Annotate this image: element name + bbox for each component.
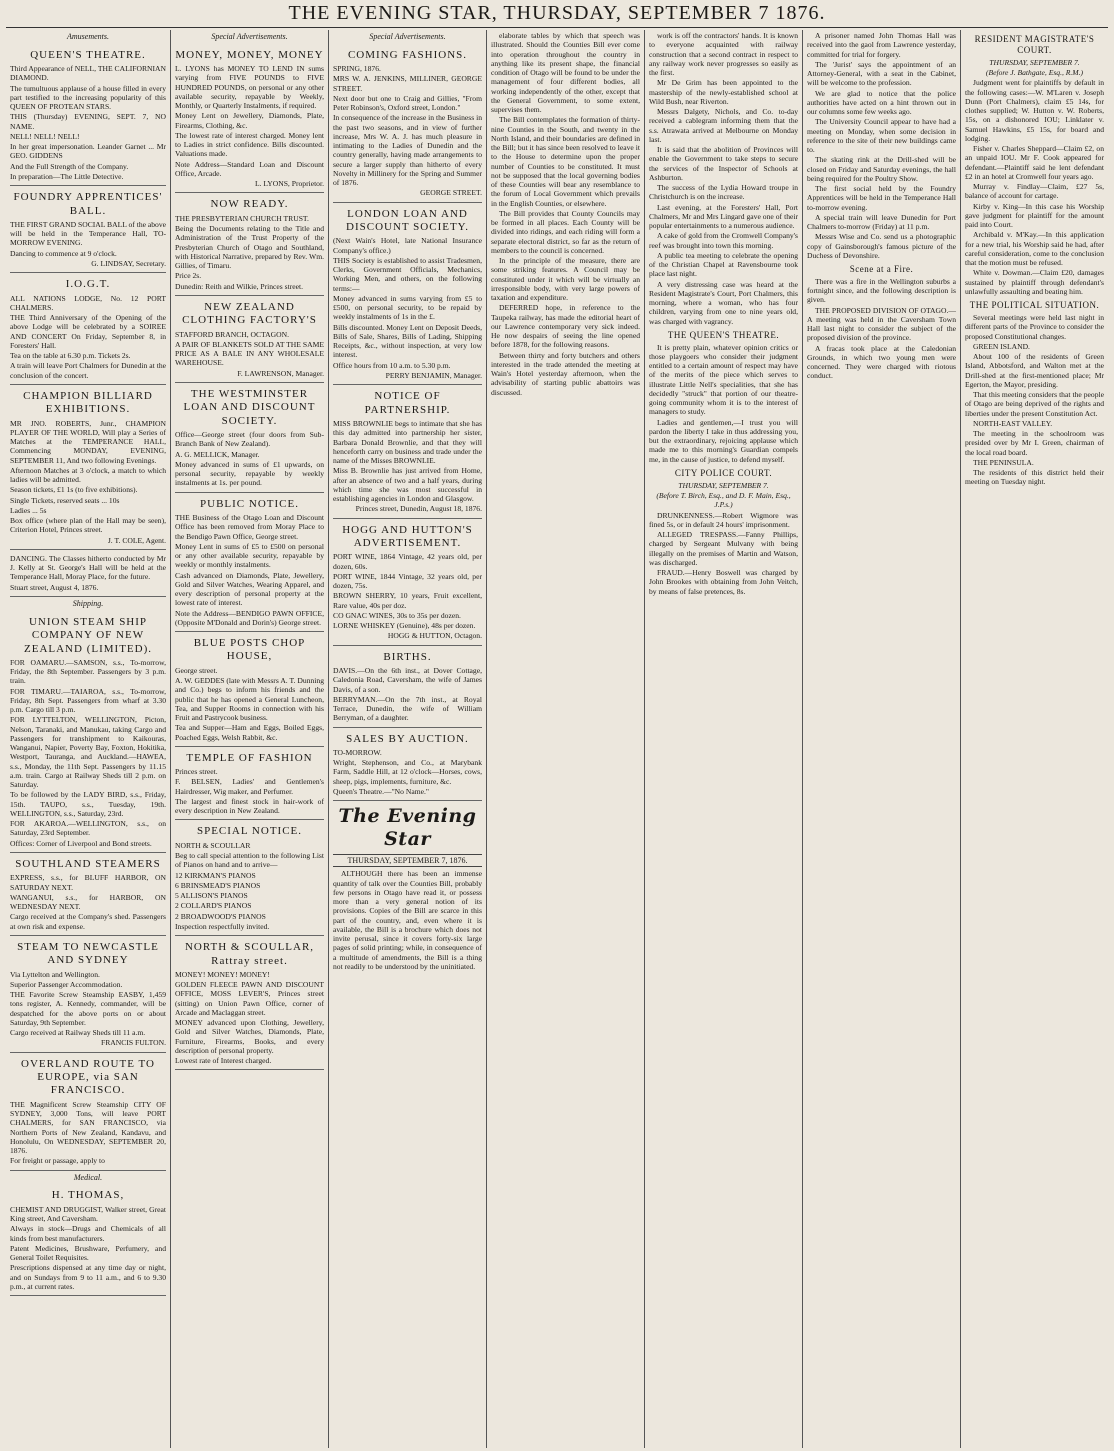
paragraph: Between thirty and forty butchers and others interested in the trade attended the meeting at Wain's Hotel yesterday afternoon, when the advisability of starting public abattoirs was discussed.	[491, 350, 640, 397]
article-body	[807, 31, 956, 260]
ad-line: Superior Passenger Accommodation.	[10, 979, 123, 989]
ad-line: Prescriptions dispensed at any time day or night, and on Sundays from 9 to 11 a.m., and 6 to 9.30 p.m., at current rates.	[10, 1263, 166, 1291]
newspaper-title: The Evening Star	[338, 805, 477, 851]
ad-line: BERRYMAN.—On the 7th inst., at Royal Terrace, Dunedin, the wife of William Berryman, of a daughter.	[333, 694, 482, 723]
ad-heading: SOUTHLAND STEAMERS	[15, 857, 161, 870]
paragraph: In the principle of the measure, there are some striking features. A Council may be constituted under it which will be virtually an irresponsible body, with very large powers of taxation and expenditure.	[491, 256, 640, 302]
ad-heading: THE WESTMINSTER LOAN AND DISCOUNT SOCIETY.	[183, 387, 316, 427]
column-7	[960, 30, 1108, 1448]
ad-line: And the Full Strength of the Company.	[10, 161, 129, 171]
ad-line: Office hours from 10 a.m. to 5.30 p.m.	[333, 360, 451, 370]
paragraph: It is pretty plain, whatever opinion critics or those playgoers who consider their judgment entitled to a certain amount of respect may have of the merits of the piece which serves to illustrate Little Nell's specialities, that she has decidedly "struck" that portion of our theatre-going community whom it is to the interest of managers to study.	[649, 342, 798, 417]
paragraph: THE PROPOSED DIVISION OF OTAGO.—A meeting was held in the Caversham Town Hall last night to consider the subject of the proposed division of the province.	[807, 305, 956, 343]
advertisement	[175, 747, 324, 821]
ad-line: Ladies ... 5s	[10, 505, 47, 515]
paragraph: The success of the Lydia Howard troupe in Christchurch is on the increase.	[649, 183, 798, 202]
column-2	[170, 30, 328, 1448]
ad-line: FOR OAMARU.—SAMSON, s.s., To-morrow, Friday, the 8th September. Passengers by 3 p.m. train.	[10, 657, 166, 686]
ad-line: Next door but one to Craig and Gillies, "From Peter Robinson's, Oxford street, London."	[333, 93, 482, 113]
advertisement	[175, 193, 324, 295]
ad-line: Note Address—Standard Loan and Discount Office, Arcade.	[175, 159, 324, 178]
advertisement	[175, 936, 324, 1070]
article-body	[649, 343, 798, 464]
column-4	[486, 30, 644, 1448]
ad-signature: L. LYONS, Proprietor.	[254, 179, 324, 189]
ad-heading: LONDON LOAN AND DISCOUNT SOCIETY.	[346, 207, 469, 234]
ad-line: The largest and finest stock in hair-work of every description in New Zealand.	[175, 796, 324, 816]
ad-line: Money Lent in sums of £5 to £500 on personal or any other available security, repayable by weekly or monthly instalments.	[175, 541, 324, 570]
article-body	[965, 313, 1104, 487]
ad-line: 5 ALLISON'S PIANOS	[175, 891, 248, 901]
ad-line: THE Magnificent Screw Steamship CITY OF SYDNEY, 3,000 Tons, will leave PORT CHALMERS, for SAN FRANCISCO, via Northern Ports of New Zealand, Kandavu, and Honolulu, On WEDNESDAY, SEPTEMBER 20, 1876.	[10, 1099, 166, 1156]
advertisement	[10, 936, 166, 1053]
ad-line: Money advanced in sums varying from £5 to £500, on personal security, to be repaid by weekly instalments of 1s in the £.	[333, 293, 482, 322]
article-heading: THE POLITICAL SITUATION.	[969, 300, 1100, 311]
ad-line: In consequence of the increase in the Business in the past two seasons, and in view of further increase, Mrs W. A. J. has much pleasure in intimating to the Ladies of Dunedin and the country generally, having made arrangements to secure a larger supply than hitherto of every Novelty in Millinery for the Spring and Summer of 1876.	[333, 113, 482, 188]
ad-heading: COMING FASHIONS.	[347, 48, 468, 61]
ad-line: NELL! NELL! NELL!	[10, 131, 80, 141]
ad-line: THIS (Thursday) EVENING, SEPT. 7, NO NAME.	[10, 112, 166, 131]
ad-line: ALL NATIONS LODGE, No. 12 PORT CHALMERS.	[10, 293, 166, 312]
ad-heading: UNION STEAM SHIP COMPANY OF NEW ZEALAND (LIMITED).	[24, 615, 152, 655]
article-body	[807, 277, 956, 381]
article-body	[965, 78, 1104, 296]
ad-heading: STEAM TO NEWCASTLE AND SYDNEY	[17, 940, 159, 967]
ad-line: Office—George street (four doors from Sub-Branch Bank of New Zealand).	[175, 430, 324, 449]
column-1	[6, 30, 170, 1448]
ad-heading: SPECIAL NOTICE.	[196, 825, 303, 838]
ad-heading: NEW ZEALAND CLOTHING FACTORY'S	[182, 300, 317, 327]
paragraph: DRUNKENNESS.—Robert Wigmore was fined 5s, or in default 24 hours' imprisonment.	[649, 510, 798, 529]
ad-line: SPRING, 1876.	[333, 64, 381, 74]
ad-line: THE FIRST GRAND SOCIAL BALL of the above will be held in the Temperance Hall, TO-MORROW EVENING.	[10, 219, 167, 248]
ad-line: THE Third Anniversary of the Opening of the above Lodge will be celebrated by a SOIREE AND CONCERT On Friday, September 8, in Foresters' Hall.	[10, 313, 166, 350]
ad-line: GOLDEN FLEECE PAWN AND DISCOUNT OFFICE, MOSS LEVER'S, Princes street (sitting) on Union Pawn Office, corner of Arcade and Maclaggan street.	[175, 980, 324, 1017]
section-heading-shipping: Shipping.	[72, 598, 104, 608]
masthead: THE EVENING STAR, THURSDAY, SEPTEMBER 7 1876.	[288, 2, 826, 24]
ad-line: Season tickets, £1 1s (to five exhibitions).	[10, 485, 138, 495]
ad-line: TO-MORROW.	[333, 747, 382, 757]
ad-line: To be followed by the LADY BIRD, s.s., Friday, 15th. TAUPO, s.s., Tuesday, 19th. WELLINGTON, s.s., Saturday, 23rd.	[10, 790, 166, 818]
article-magistrate-court	[965, 34, 1104, 77]
ad-heading: TEMPLE OF FASHION	[186, 751, 313, 764]
paragraph: ALTHOUGH there has been an immense quantity of talk over the Counties Bill, probably few persons in Otago have read it, or possess more than a very general notion of its provisions. Copies of the Bill are scarce in this part of the country, and, even where it is available, the Bill is a brochure which does not invite perusal, since it covers forty-six large pages of solid printing; while, in consequence of a multitude of amendments, the Bill is a thing not readily to be understood by the uninitiated.	[333, 869, 482, 971]
ad-line: Princes street.	[175, 767, 218, 777]
paragraph: Several meetings were held last night in different parts of the Province to consider the proposed Constitutional changes.	[965, 313, 1104, 341]
ad-line: 6 BRINSMEAD'S PIANOS	[175, 880, 261, 890]
ad-line: Bills discounted. Money Lent on Deposit Deeds, Bills of Sale, Shares, Bills of Lading, Shipping Receipts, &c., without inspection, at very low interest.	[333, 322, 482, 360]
paragraph: The Bill contemplates the formation of thirty-nine Counties in the South, and twenty in the North Island, and their boundaries are defined in the Bill; but it has since been resolved to leave it to the House to determine upon the proper number of Counties to be constituted. It must not be supposed that the local governing bodies of these Counties will bear any resemblance to the forum of Local Government which prevails in the English Counties, or elsewhere.	[491, 115, 640, 208]
paragraph: Kirby v. King—In this case his Worship gave judgment for plaintiff for the amount paid into Court.	[965, 201, 1104, 230]
ad-line: Cash advanced on Diamonds, Plate, Jewellery, Gold and Silver Watches, Wearing Apparel, and every description of personal property at the lowest rate of interest.	[175, 570, 324, 608]
ad-line: LORNE WHISKEY (Genuine), 48s per dozen.	[333, 621, 476, 631]
ad-line: THE Business of the Otago Loan and Discount Office has been removed from Moray Place to the Bendigo Pawn Office, George street.	[175, 513, 324, 541]
ad-line: Box office (where plan of the Hall may be seen), Criterion Hotel, Princes street.	[10, 516, 166, 535]
paragraph: A very distressing case was heard at the Resident Magistrate's Court, Port Chalmers, this morning, where a woman, who has four children, varying from one to nine years old, was charged with vagrancy.	[649, 279, 798, 326]
section-heading-amusements: Amusements.	[67, 32, 109, 41]
paragraph: About 100 of the residents of Green Island, Abbotsford, and Walton met at the Drill-shed at the first-mentioned place; Mr Egerton, the Mayor, presiding.	[965, 352, 1104, 389]
ad-line: 12 KIRKMAN'S PIANOS	[175, 870, 256, 880]
paragraph: Mr De Grim has been appointed to the mastership of the newly-established school at Wild Bush, near Riverton.	[649, 78, 798, 106]
paragraph: A prisoner named John Thomas Hall was received into the gaol from Lawrence yesterday, committed for trial for forgery.	[807, 31, 956, 59]
ad-line: A train will leave Port Chalmers for Dunedin at the conclusion of the concert.	[10, 361, 166, 380]
ad-line: Beg to call special attention to the following List of Pianos on hand and to arrive—	[175, 851, 324, 870]
ad-line: DANCING. The Classes hitherto conducted by Mr J. Kelly at St. George's Hall will be held at the Temperance Hall, Moray Place, for the future.	[10, 553, 166, 582]
ad-line: Lowest rate of Interest charged.	[175, 1056, 272, 1066]
ad-heading: QUEEN'S THEATRE.	[30, 48, 146, 61]
section-heading-special: Special Advertisements.	[211, 32, 288, 41]
article-heading: THE QUEEN'S THEATRE.	[667, 329, 780, 340]
paragraph: Archibald v. M'Kay.—In this application for a new trial, his Worship said he had, after careful consideration, come to the conclusion that the motion must be refused.	[965, 230, 1104, 268]
advertisement	[175, 44, 324, 194]
paragraph: The meeting in the schoolroom was presided over by Mr I. Green, chairman of the local road board.	[965, 429, 1104, 457]
article-fire	[807, 264, 956, 275]
ad-line: WANGANUI, s.s., for HARBOR, ON WEDNESDAY NEXT.	[10, 892, 166, 912]
advertisement	[333, 385, 482, 518]
paragraph: That this meeting considers that the people of Otago are being deprived of the rights and liberties under the present Constitution Act.	[965, 390, 1104, 418]
advertisement	[10, 611, 166, 853]
paragraph: Messrs Wise and Co. send us a photographic copy of Gainsborough's famous picture of the Duchess of Devonshire.	[807, 232, 956, 260]
paragraph: A fracas took place at the Caledonian Grounds, in which two young men were concerned. They were charged with riotous conduct.	[807, 343, 956, 381]
paragraph: GREEN ISLAND.	[973, 341, 1030, 351]
ad-signature: GEORGE STREET.	[420, 188, 482, 198]
article-police-court	[649, 468, 798, 510]
ad-line: 2 BROADWOOD'S PIANOS	[175, 911, 266, 921]
article-body	[649, 31, 798, 326]
ad-line: For freight or passage, apply to	[10, 1156, 105, 1166]
ad-line: Patent Medicines, Brushware, Perfumery, and General Toilet Requisites.	[10, 1243, 166, 1262]
ad-line: Single Tickets, reserved seats ... 10s	[10, 495, 120, 505]
paragraph: The Bill provides that County Councils may be formed in all places. Each County will be divided into ridings, and each riding will form a separate electoral district, so far as the return of members to the council is concerned.	[491, 208, 640, 255]
paragraph: Ladies and gentlemen,—I trust you will pardon the liberty I take in thus addressing you, but the extraordinary, rejoicing applause which made me to this morning's Guardian compels me, in the cause of justice, to defend myself.	[649, 417, 798, 464]
paragraph: The first social held by the Foundry Apprentices will be held in the Temperance Hall to-morrow evening.	[807, 184, 956, 212]
ad-signature: HOGG & HUTTON, Octagon.	[387, 631, 482, 641]
ad-line: A PAIR OF BLANKETS SOLD AT THE SAME PRICE AS A BALE IN ANY WHOLESALE WAREHOUSE.	[175, 339, 324, 368]
ad-heading: MONEY, MONEY, MONEY	[175, 48, 324, 61]
ad-line: George street.	[175, 665, 218, 675]
ad-line: L. LYONS has MONEY TO LEND IN sums varying from FIVE POUNDS to FIVE HUNDRED POUNDS, on personal or any other available security, repayable by Weekly, Monthly, or Quarterly Instalments, if required.	[175, 64, 324, 111]
issue-date: THURSDAY, SEPTEMBER 7, 1876.	[333, 854, 482, 868]
paragraph: The University Council appear to have had a meeting on Monday, when some decision in reference to the site of their new buildings came to.	[807, 117, 956, 154]
advertisement	[175, 632, 324, 747]
ad-line: MONEY advanced upon Clothing, Jewellery, Gold and Silver Watches, Diamonds, Plate, Furniture, Firearms, Books, and every description of personal property.	[175, 1018, 324, 1055]
paragraph: Last evening, at the Foresters' Hall, Port Chalmers, Mr and Mrs Lingard gave one of their popular entertainments to a numerous audience.	[649, 202, 798, 230]
ad-line: THIS Society is established to assist Tradesmen, Clerks, Government Officials, Mechanics, Working Men, and others, on the following terms:—	[333, 255, 482, 293]
ad-line: Dunedin: Reith and Wilkie, Princes street.	[175, 281, 303, 291]
article-body	[491, 31, 640, 397]
ad-line: CHEMIST AND DRUGGIST, Walker street, Great King street, And Caversham.	[10, 1204, 166, 1223]
ad-heading: SALES BY AUCTION.	[346, 732, 469, 745]
advertisement	[175, 493, 324, 632]
ad-signature: G. LINDSAY, Secretary.	[91, 258, 166, 268]
ad-line: PORT WINE, 1844 Vintage, 32 years old, per dozen, 75s.	[333, 571, 482, 591]
article-heading: Scene at a Fire.	[849, 264, 914, 274]
ad-line: 2 COLLARD'S PIANOS	[175, 901, 252, 911]
ad-line: Via Lyttelton and Wellington.	[10, 969, 100, 979]
advertisement	[175, 383, 324, 493]
paragraph: The skating rink at the Drill-shed will be closed on Friday and Saturday evenings, the hall being required for the Poultry Show.	[807, 155, 956, 183]
ad-line: Cargo received at Railway Sheds till 11 a.m.	[10, 1028, 146, 1038]
ad-line: EXPRESS, s.s., for BLUFF HARBOR, ON SATURDAY NEXT.	[10, 873, 166, 892]
ad-line: Stuart street, August 4, 1876.	[10, 582, 99, 592]
ad-heading: CHAMPION BILLIARD EXHIBITIONS.	[23, 389, 153, 416]
ad-heading: H. THOMAS,	[51, 1189, 125, 1202]
advertisement	[333, 203, 482, 386]
ad-signature: Princes street, Dunedin, August 18, 1876.	[355, 504, 482, 514]
ad-line: In her great impersonation. Leander Garnet ... Mr GEO. GIDDENS	[10, 142, 166, 161]
section-heading-special: Special Advertisements.	[369, 32, 446, 41]
ad-signature: F. LAWRENSON, Manager.	[237, 368, 324, 378]
paragraph: There was a fire in the Wellington suburbs a fortnight since, and the following description is given.	[807, 276, 956, 305]
paragraph: Messrs Dalgety, Nichols, and Co. to-day received a cablegram informing them that the s.s. Atrawata arrived at Melbourne on Monday last.	[649, 107, 798, 144]
ad-line: A. G. MELLICK, Manager.	[175, 449, 260, 459]
advertisement	[10, 273, 166, 385]
paragraph: The residents of this district held their meeting on Tuesday night.	[965, 468, 1104, 487]
paragraph: A special train will leave Dunedin for Port Chalmers to-morrow (Friday) at 11 p.m.	[807, 212, 956, 231]
paragraph: White v. Dowman.—Claim £20, damages sustained by plaintiff through defendant's unlawfully assaulting and beating him.	[965, 268, 1104, 296]
ad-line: Inspection respectfully invited.	[175, 921, 270, 931]
ad-heading: I.O.G.T.	[65, 278, 111, 291]
paragraph: A public tea meeting to celebrate the opening of the Christian Chapel at Ravensbourne took place last night.	[649, 250, 798, 279]
ad-line: Always in stock—Drugs and Chemicals of all kinds from best manufacturers.	[10, 1224, 166, 1243]
article-body	[649, 511, 798, 596]
article-heading: CITY POLICE COURT.	[674, 467, 773, 478]
ad-line: Afternoon Matches at 3 o'clock, a match to which ladies will be admitted.	[10, 465, 166, 485]
ad-line: The tumultuous applause of a house filled in every part testified to the increasing popularity of this QUEEN OF PROTEAN STARS.	[10, 83, 166, 112]
ad-line: A. W. GEDDES (late with Messrs A. T. Dunning and Co.) begs to inform his friends and the public that he has opened a General Luncheon, Tea, and Supper Rooms in connection with his Fruit and Pastrycook business.	[175, 676, 324, 723]
ad-heading: NOW READY.	[210, 198, 289, 211]
ad-line: Being the Documents relating to the Title and Administration of the Trust Property of the Presbyterian Church of Otago and Southland, with Historical Narrative, prepared by Rev. Wm. Gillies, of Timaru.	[175, 224, 324, 271]
paragraph: Murray v. Findlay—Claim, £27 5s, balance of account for cartage.	[965, 182, 1104, 201]
ad-heading: FOUNDRY APPRENTICES' BALL.	[13, 191, 163, 217]
advertisement	[10, 186, 166, 273]
paragraph: Judgment went for plaintiffs by default in the following cases:—W. M'Laren v. Joseph Dunn (Port Chalmers), claim £5 14s, for clothes supplied; W. Hutton v. W. Roberts, 15s, on a dishonored IOU; Linklater v. Samuel Hawkins, £5 15s, for board and lodging.	[965, 78, 1104, 143]
ad-line: CO GNAC WINES, 30s to 35s per dozen.	[333, 610, 461, 620]
article-subheading: THURSDAY, SEPTEMBER 7.	[678, 480, 769, 490]
ad-line: PORT WINE, 1864 Vintage, 42 years old, per dozen, 60s.	[333, 552, 482, 571]
ad-line: Third Appearance of NELL, THE CALIFORNIAN DIAMOND.	[10, 64, 166, 83]
advertisement	[333, 44, 482, 203]
ad-line: MRS W. A. JENKINS, MILLINER, GEORGE STREET.	[333, 74, 482, 93]
ad-line: Money advanced in sums of £1 upwards, on personal security, repayable by weekly instalments at 1s. per pound.	[175, 459, 324, 488]
ad-line: FOR TIMARU.—TAIAROA, s.s., To-morrow, Friday, 8th Sept. Passengers from wharf at 3.30 p.m. Cargo till 3 p.m.	[10, 686, 166, 715]
paragraph: ALLEGED TRESPASS.—Fanny Phillips, charged by Sergeant Mulvany with being illegally on the premises of Martin and Watson, was discharged.	[649, 530, 798, 567]
ad-heading: OVERLAND ROUTE TO EUROPE, via SAN FRANCISCO.	[21, 1057, 155, 1097]
paragraph: NORTH-EAST VALLEY.	[973, 418, 1053, 428]
masthead-rule	[6, 27, 1108, 28]
ad-signature: FRANCIS FULTON.	[101, 1038, 166, 1048]
paragraph: Fisher v. Charles Sheppard—Claim £2, on an unpaid IOU. Mr F. Cook appeared for defendant.—Plaintiff said he lent defendant £2 in an hotel at Cromwell four years ago.	[965, 144, 1104, 181]
ad-line: STAFFORD BRANCH, OCTAGON.	[175, 329, 289, 339]
ad-line: Wright, Stephenson, and Co., at Marybank Farm, Saddle Hill, at 12 o'clock—Horses, cows, sheep, pigs, implements, furniture, &c.	[333, 758, 482, 786]
ad-line: The lowest rate of interest charged. Money lent to Ladies in strict confidence. Bills discounted. Valuations made.	[175, 130, 324, 159]
article-subheading: THURSDAY, SEPTEMBER 7.	[989, 57, 1080, 67]
advertisement	[10, 44, 166, 186]
paragraph: FRAUD.—Henry Boswell was charged by John Brookes with obtaining from John Veitch, by means of false pretences, 8s.	[649, 568, 798, 596]
article-body	[333, 869, 482, 971]
paragraph: We are glad to notice that the police authorities have acted on a hint thrown out in our columns some few weeks ago.	[807, 88, 956, 116]
paragraph: The 'Jurist' says the appointment of an Attorney-General, with a seat in the Cabinet, will be welcome to the profession.	[807, 59, 956, 88]
article-subheading: (Before J. Bathgate, Esq., R.M.)	[985, 68, 1084, 78]
ad-line: MONEY! MONEY! MONEY!	[175, 969, 270, 979]
advertisement	[333, 646, 482, 728]
advertisement	[333, 519, 482, 646]
ad-line: Miss B. Brownlie has just arrived from Home, after an absence of two and a half years, during which time she was most successful in establishing agencies in London and Glasgow.	[333, 466, 482, 504]
paragraph: work is off the contractors' hands. It is known to everyone acquainted with railway construction that a second contract in respect to any railway work never progresses so easily as the first.	[649, 31, 798, 77]
paragraph: It is said that the abolition of Provinces will enable the Government to take steps to secure the services of the Inspector of Schools at Ashburton.	[649, 145, 798, 182]
ad-heading: BLUE POSTS CHOP HOUSE,	[193, 637, 306, 663]
ad-line: THE PRESBYTERIAN CHURCH TRUST.	[175, 213, 309, 223]
ad-line: F. BELSEN, Ladies' and Gentlemen's Hairdresser, Wig maker, and Perfumer.	[175, 777, 324, 796]
ad-heading: BIRTHS.	[383, 650, 432, 663]
advertisement	[10, 385, 166, 550]
advertisement	[333, 728, 482, 802]
ad-line: Queen's Theatre.—"No Name."	[333, 786, 429, 796]
ad-line: THE Favorite Screw Steamship EASBY, 1,459 tons register, A. Kennedy, commander, will be despatched for the above ports on or about Saturday, 9th September.	[10, 990, 166, 1027]
ad-line: Tea on the table at 6.30 p.m. Tickets 2s.	[10, 351, 131, 361]
ad-line: Cargo received at the Company's shed. Passengers at own risk and expense.	[10, 912, 166, 931]
ad-heading: HOGG AND HUTTON'S ADVERTISEMENT.	[342, 523, 473, 549]
ad-line: MR JNO. ROBERTS, Junr., CHAMPION PLAYER OF THE WORLD, Will play a Series of Matches at the TEMPERANCE HALL, Commencing MONDAY, EVENING, SEPTEMBER 11, And two following Evenings.	[10, 418, 166, 465]
ad-signature: PERRY BENJAMIN, Manager.	[385, 370, 482, 380]
ad-line: Note the Address—BENDIGO PAWN OFFICE, (Opposite M'Donald and Dorin's) George street.	[175, 608, 324, 627]
article-political	[965, 300, 1104, 311]
advertisement	[10, 1184, 166, 1296]
article-subheading: (Before T. Birch, Esq., and D. F. Main, Esq., J.P.s.)	[656, 491, 791, 510]
article-heading: RESIDENT MAGISTRATE'S COURT.	[974, 34, 1095, 55]
ad-heading: NORTH & SCOULLAR, Rattray street.	[184, 941, 315, 967]
column-6	[802, 30, 960, 1448]
ad-line: Dancing to commence at 9 o'clock.	[10, 248, 117, 258]
ad-line: (Next Wain's Hotel, late National Insurance Company's office.)	[333, 236, 482, 255]
column-3	[328, 30, 486, 1448]
ad-line: Offices: Corner of Liverpool and Bond streets.	[10, 838, 152, 848]
ad-line: DAVIS.—On the 6th inst., at Dover Cottage, Caledonia Road, Caversham, the wife of James Davis, of a son.	[333, 666, 482, 694]
columns	[6, 30, 1108, 1448]
ad-heading: NOTICE OF PARTNERSHIP.	[364, 390, 451, 416]
paragraph: A cake of gold from the Cromwell Company's reef was brought into town this morning.	[649, 231, 798, 250]
advertisement	[10, 550, 166, 597]
ad-heading: PUBLIC NOTICE.	[200, 497, 299, 510]
article-queens-theatre	[649, 330, 798, 341]
ad-line: BROWN SHERRY, 10 years, Fruit excellent, Rare value, 40s per doz.	[333, 591, 482, 610]
ad-line: In preparation—The Little Detective.	[10, 171, 124, 181]
advertisement	[175, 820, 324, 936]
paragraph: THE PENINSULA.	[973, 457, 1034, 467]
ad-line: NORTH & SCOULLAR	[175, 840, 251, 850]
paragraph: elaborate tables by which that speech was illustrated. Should the Counties Bill ever come into operation throughout the country in anything like its present shape, the financial condition of Otago will be found to be under the management of four different bodies, all working independently of the other, except that the General Government, to some extent, supervises them.	[491, 31, 640, 114]
ad-line: Money Lent on Jewellery, Diamonds, Plate, Firearms, Clothing, &c.	[175, 111, 324, 130]
column-5	[644, 30, 802, 1448]
ad-line: FOR LYTTELTON, WELLINGTON, Picton, Nelson, Taranaki, and Manukau, taking Cargo and Passengers for transhipment to Kaikouras, Wanganui, Napier, Poverty Bay, Foxton, Hokitika, Westport, Tauranga, and Auckland.—HAWEA, s.s., Monday, the 11th Sept. Passengers by 11.15 a.m. train. Cargo at Railway Sheds till 2 p.m. on Saturday.	[10, 715, 166, 790]
ad-line: FOR AKAROA.—WELLINGTON, s.s., on Saturday, 23rd September.	[10, 819, 166, 838]
advertisement	[10, 1053, 166, 1171]
section-heading-medical: Medical.	[73, 1172, 103, 1182]
ad-line: Price 2s.	[175, 271, 202, 281]
paragraph: DEFERRED hope, in reference to the Taupeka railway, has made the editorial heart of our Lawrence contemporary very sick indeed. He now despairs of seeing the line opened before 1878, for the following reasons.	[491, 303, 640, 350]
advertisement	[10, 853, 166, 936]
ad-line: MISS BROWNLIE begs to intimate that she has this day admitted into partnership her sister, Barbara Donald Brownlie, and that they will henceforth carry on business and trade under the name of the Misses BROWNLIE.	[333, 419, 482, 466]
advertisement	[175, 296, 324, 383]
ad-signature: J. T. COLE, Agent.	[107, 535, 166, 545]
ad-line: Tea and Supper—Ham and Eggs, Boiled Eggs, Poached Eggs, Welsh Rabbit, &c.	[175, 723, 324, 742]
